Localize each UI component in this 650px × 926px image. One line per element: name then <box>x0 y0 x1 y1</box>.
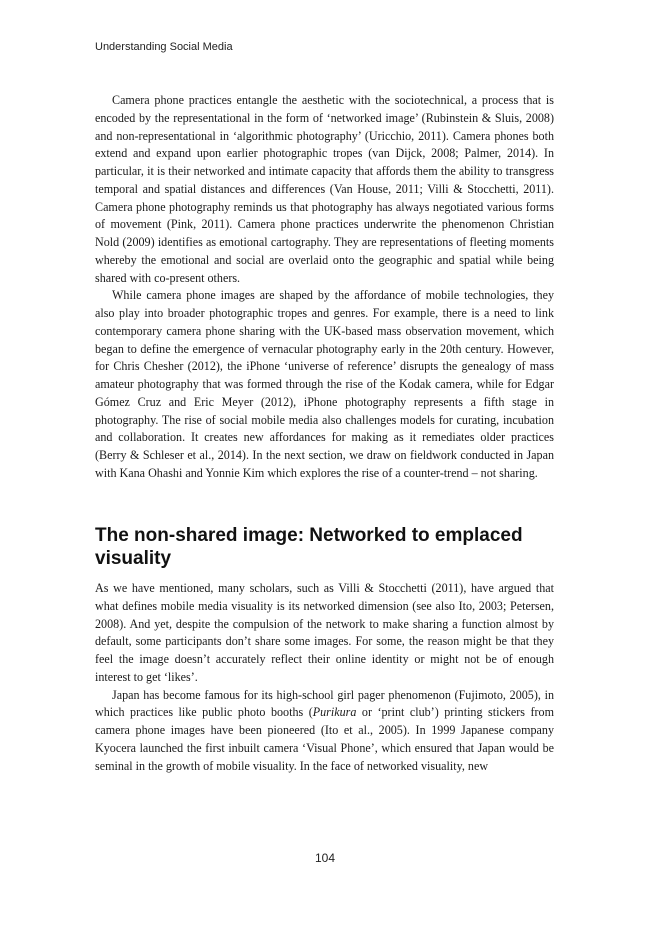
page-number: 104 <box>314 851 336 865</box>
paragraph-text: Japan has become famous for its high-school girl pager phenomenon (Fujimoto, 2005), in which practices like public photo booths ( <box>95 687 554 720</box>
section-2-body <box>95 580 554 775</box>
paragraph <box>95 687 554 776</box>
italic-term: Purikura <box>312 705 357 720</box>
section-1-body <box>95 92 554 483</box>
paragraph: While camera phone images are shaped by the affordance of mobile technologies, they also play into broader photographic tropes and genres. For example, there is a need to link contemporary camera phone sharing with the UK-based mass observation movement, which began to define the emergence of vernacular photography early in the 20th century. However, for Chris Chesher (2012), the iPhone ‘universe of reference’ disrupts the genealogy of mass amateur photography that was formed through the rise of the Kodak camera, while for Edgar Gómez Cruz and Eric Meyer (2012), iPhone photography represents a fifth stage in photography. The rise of social mobile media also challenges models for curating, incubation and collaboration. It creates new affordances for making as it remediates older practices (Berry & Schleser et al., 2014). In the next section, we draw on fieldwork conducted in Japan with Kana Ohashi and Yonnie Kim which explores the rise of a counter-trend – not sharing. <box>95 288 554 480</box>
section-heading: The non-shared image: Networked to emplaced visuality <box>95 525 523 569</box>
running-head: Understanding Social Media <box>95 41 233 53</box>
paragraph-text: or ‘print club’) printing stickers from camera phone images have been pioneered (Ito et al., 2005). In 1999 Japanese company Kyocera launched the first inbuilt camera ‘Visual Phone’, which ensured that Japan would be seminal in the growth of mobile visuality. In the face of networked visuality, new <box>95 705 554 773</box>
paragraph: As we have mentioned, many scholars, such as Villi & Stocchetti (2011), have argued that what defines mobile media visuality is its networked dimension (see also Ito, 2003; Petersen, 2008). And yet, despite the compulsion of the network to make sharing a function almost by default, some participants don’t share some images. For some, the reason might be that they feel the image doesn’t accurately reflect their online identity or might not be of enough interest to get ‘likes’. <box>95 581 554 684</box>
paragraph: Camera phone practices entangle the aesthetic with the sociotechnical, a process that is encoded by the representational in the form of ‘networked image’ (Rubinstein & Sluis, 2008) and non-representational in ‘algorithmic photography’ (Uricchio, 2011). Camera phones both extend and expand upon earlier photographic tropes (van Dijck, 2008; Palmer, 2014). In particular, it is their networked and intimate capacity that affords them the ability to transgress temporal and spatial distances and differences (Van House, 2011; Villi & Stocchetti, 2011). Camera phone photography reminds us that photography has always negotiated various forms of movement (Pink, 2011). Camera phone practices underwrite the phenomenon Christian Nold (2009) identifies as emotional cartography. They are representations of fleeting moments whereby the emotional and social are overlaid onto the geographic and spatial while being shared with co-present others. <box>95 93 554 285</box>
